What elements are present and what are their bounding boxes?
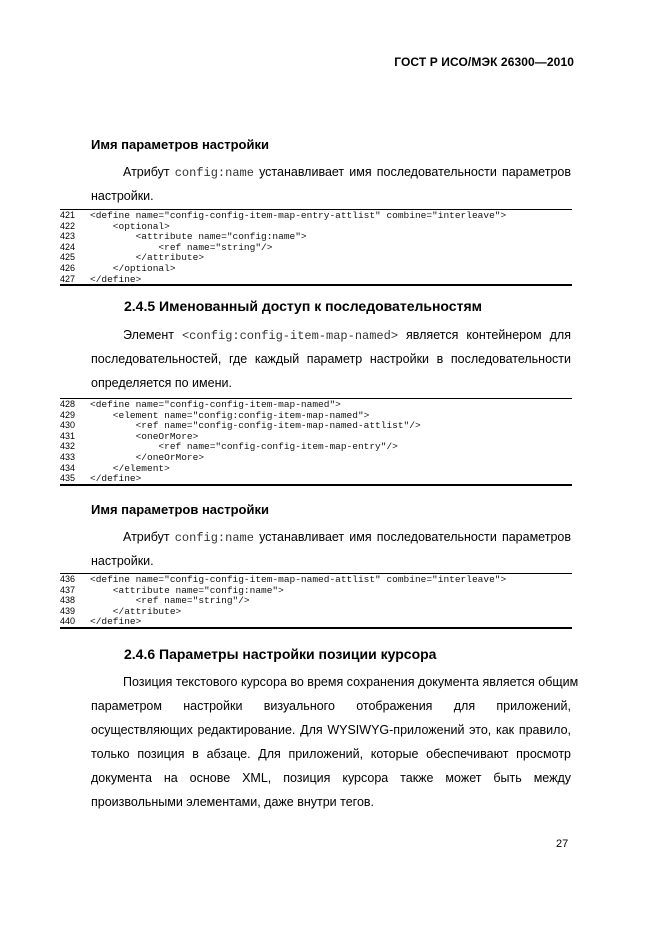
- code-text: </element>: [90, 462, 170, 474]
- paragraph-line: последовательностей, где каждый параметр настройки в последовательности: [91, 352, 571, 366]
- code-text: <ref name="config-config-item-map-named-attlist"/>: [90, 420, 421, 432]
- line-number: 425: [60, 252, 76, 263]
- code-text: <define name="config-config-item-map-named-attlist" combine="interleave">: [90, 574, 507, 585]
- line-number: 421: [60, 210, 76, 220]
- code-line: [60, 410, 572, 421]
- document-header: ГОСТ Р ИСО/МЭК 26300—2010: [394, 55, 574, 69]
- code-text: </define>: [90, 473, 142, 485]
- paragraph-line: настройки.: [91, 189, 154, 203]
- paragraph-line: произвольными элементами, даже внутри тегов.: [91, 795, 375, 809]
- line-number: 438: [60, 595, 76, 606]
- line-number: 428: [60, 399, 76, 409]
- code-line: [60, 231, 572, 242]
- inline-code: config:name: [174, 166, 254, 180]
- section-heading-2-4-5: 2.4.5 Именованный доступ к последовательностям: [124, 298, 482, 314]
- paragraph-line: документа на основе XML, позиция курсора также может быть между: [91, 771, 571, 785]
- code-line: [60, 473, 572, 484]
- line-number: 426: [60, 262, 76, 273]
- code-line: [60, 463, 572, 474]
- code-line: [60, 274, 572, 285]
- inline-code: <config:config-item-map-named>: [181, 329, 399, 343]
- code-text: <oneOrMore>: [90, 430, 199, 442]
- line-number: 427: [60, 273, 76, 284]
- code-text: <element name="config:config-item-map-named">: [90, 409, 370, 421]
- text-fragment: Элемент: [123, 328, 174, 342]
- paragraph-line: настройки.: [91, 554, 154, 568]
- paragraph-cursor-position: [91, 670, 579, 814]
- paragraph-map-named: [91, 323, 571, 395]
- line-number: 422: [60, 220, 76, 231]
- code-line: [60, 252, 572, 263]
- line-number: 429: [60, 409, 76, 420]
- code-line: [60, 399, 572, 410]
- code-text: <attribute name="config:name">: [90, 231, 307, 243]
- line-number: 437: [60, 584, 76, 595]
- code-text: <optional>: [90, 220, 170, 232]
- code-text: <define name="config-config-item-map-entry-attlist" combine="interleave">: [90, 210, 507, 221]
- code-text: </attribute>: [90, 605, 182, 617]
- code-listing-421-427: [60, 209, 572, 286]
- text-fragment: Атрибут: [123, 530, 170, 544]
- code-line: [60, 595, 572, 606]
- text-fragment: является контейнером для: [406, 328, 571, 342]
- code-line: [60, 242, 572, 253]
- line-number: 433: [60, 451, 76, 462]
- line-number: 436: [60, 574, 76, 584]
- code-line: [60, 420, 572, 431]
- line-number: 430: [60, 420, 76, 431]
- subheading-parameter-name-1: Имя параметров настройки: [91, 137, 269, 152]
- paragraph-line: определяется по имени.: [91, 376, 232, 390]
- inline-code: config:name: [174, 531, 254, 545]
- paragraph-line: параметром настройки визуального отображения для приложений,: [91, 699, 571, 713]
- code-line: [60, 221, 572, 232]
- code-line: [60, 585, 572, 596]
- code-text: </define>: [90, 273, 142, 285]
- text-fragment: Атрибут: [123, 165, 170, 179]
- code-text: </oneOrMore>: [90, 451, 205, 463]
- code-line: [60, 606, 572, 617]
- text-fragment: устанавливает имя последовательности параметров: [259, 165, 571, 179]
- paragraph-line: [91, 160, 571, 184]
- code-listing-436-440: [60, 573, 572, 629]
- code-line: [60, 616, 572, 627]
- code-line: [60, 210, 572, 221]
- line-number: 431: [60, 430, 76, 441]
- code-line: [60, 431, 572, 442]
- line-number: 432: [60, 441, 76, 452]
- paragraph-config-name-2: [91, 525, 571, 573]
- code-text: <ref name="string"/>: [90, 241, 273, 253]
- code-line: [60, 574, 572, 585]
- line-number: 439: [60, 605, 76, 616]
- code-line: [60, 263, 572, 274]
- line-number: 434: [60, 462, 76, 473]
- code-text: </attribute>: [90, 252, 205, 264]
- section-heading-2-4-6: 2.4.6 Параметры настройки позиции курсора: [124, 646, 437, 662]
- code-text: <define name="config-config-item-map-named">: [90, 399, 341, 410]
- code-text: <ref name="config-config-item-map-entry"/>: [90, 441, 398, 453]
- line-number: 423: [60, 231, 76, 242]
- code-text: <attribute name="config:name">: [90, 584, 284, 596]
- subheading-parameter-name-2: Имя параметров настройки: [91, 502, 269, 517]
- page-number: 27: [556, 838, 569, 850]
- paragraph-line: [91, 323, 571, 347]
- paragraph-line: Позиция текстового курсора во время сохранения документа является общим: [123, 675, 579, 689]
- code-text: </define>: [90, 616, 142, 628]
- code-text: </optional>: [90, 262, 176, 274]
- line-number: 424: [60, 241, 76, 252]
- code-line: [60, 452, 572, 463]
- paragraph-line: только позиция в абзаце. Для приложений, которые обеспечивают просмотр: [91, 747, 571, 761]
- text-fragment: устанавливает имя последовательности параметров: [259, 530, 571, 544]
- code-text: <ref name="string"/>: [90, 595, 250, 607]
- paragraph-line: [91, 525, 571, 549]
- paragraph-line: осуществляющих редактирование. Для WYSIWYG-приложений это, как правило,: [91, 723, 571, 737]
- paragraph-config-name-1: [91, 160, 571, 208]
- code-listing-428-435: [60, 398, 572, 486]
- code-line: [60, 441, 572, 452]
- line-number: 440: [60, 616, 76, 627]
- line-number: 435: [60, 473, 76, 484]
